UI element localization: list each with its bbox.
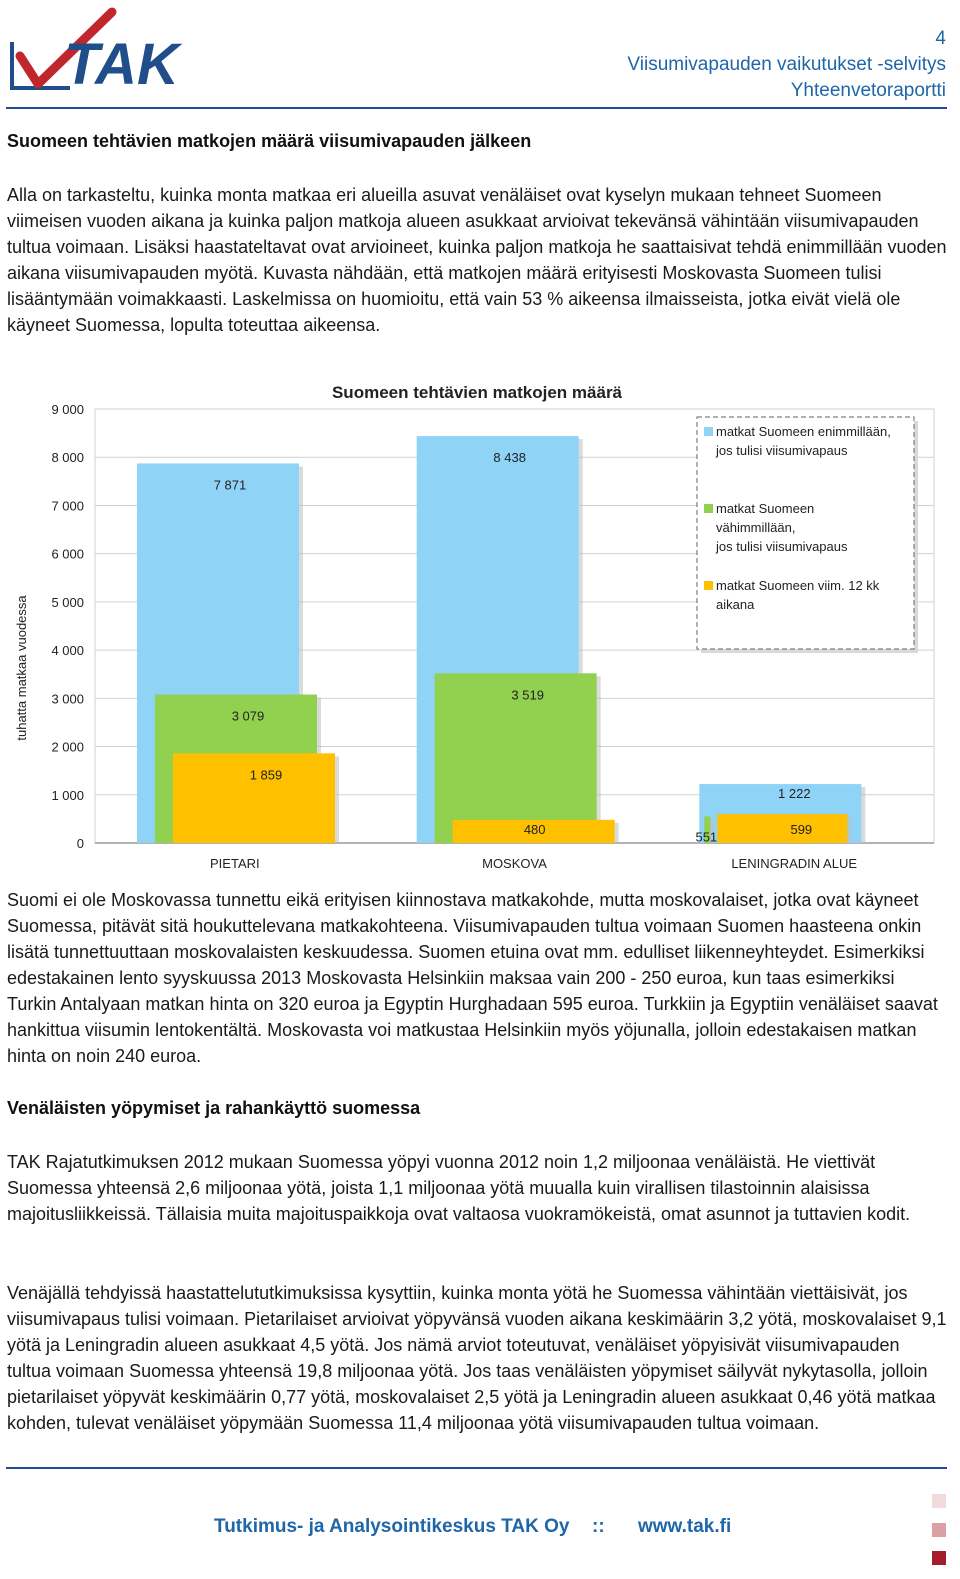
legend-swatch — [704, 427, 713, 436]
y-tick-label: 6 000 — [51, 546, 84, 562]
trips-bar-chart — [0, 370, 960, 880]
data-label: 599 — [790, 822, 813, 838]
doc-subtitle: Yhteenvetoraportti — [790, 80, 946, 101]
logo-text: TAK — [64, 32, 179, 92]
legend-label: jos tulisi viisumivapaus — [716, 539, 848, 554]
corner-square — [932, 1494, 946, 1508]
y-tick-label: 4 000 — [51, 643, 84, 659]
legend-swatch — [704, 504, 713, 513]
y-tick-label: 9 000 — [51, 402, 84, 417]
chart-legend — [697, 417, 918, 653]
body-paragraph: Venäjällä tehdyissä haastattelututkimuksissa kysyttiin, kuinka monta yötä he Suomessa vähintään viettäisivät, jos viisumivapaus tulisi voimaan. Pietarilaiset arvioivat yöpyvänsä vuoden aikana keskimäärin 3,2 yötä, moskovalaiset 9,1 yötä ja Leningradin alueen asukkaat 4,5 yötä. Jos nämä arviot toteutuvat, venäläiset yöpyisivät viisumivapauden tultua voimaan Suomessa yhteensä 19,8 miljoonaa yötä. Jos taas venäläisten yöpymiset säilyvät nykytasolla, jolloin pietarilaiset yöpyvät keskimäärin 0,77 yötä, moskovalaiset 2,5 yötä ja Leningradin alueen asukkaat 0,46 yötä matkaa kohden, tulevat venäläiset yöpymään Suomessa 11,4 miljoonaa yötä viisumivapauden tultua voimaan. — [7, 1283, 947, 1433]
data-label: 480 — [523, 821, 546, 837]
y-tick-label: 2 000 — [51, 739, 84, 755]
section-heading: Venäläisten yöpymiset ja rahankäyttö suomessa — [7, 1098, 421, 1118]
legend-label: vähimmillään, — [716, 520, 796, 535]
x-tick-label: PIETARI — [210, 856, 260, 871]
footer-separator: :: — [592, 1516, 605, 1537]
data-label: 8 438 — [493, 450, 526, 466]
chart-title: Suomeen tehtävien matkojen määrä — [331, 383, 623, 402]
data-label: 3 519 — [511, 687, 544, 703]
footer-org: Tutkimus- ja Analysointikeskus TAK Oy — [214, 1516, 570, 1537]
footer-url-link[interactable]: www.tak.fi — [638, 1516, 732, 1537]
corner-square — [932, 1523, 946, 1537]
bar — [717, 814, 847, 843]
section-heading: Suomeen tehtävien matkojen määrä viisumivapauden jälkeen — [7, 131, 532, 151]
legend-swatch — [704, 581, 713, 590]
legend-label: matkat Suomeen — [716, 501, 815, 516]
data-label: 1 222 — [778, 786, 811, 802]
y-tick-label: 5 000 — [51, 594, 84, 610]
data-label: 1 859 — [249, 767, 283, 783]
body-paragraph: Alla on tarkasteltu, kuinka monta matkaa eri alueilla asuvat venäläiset ovat kyselyn mukaan tehneet Suomeen viimeisen vuoden aikana ja kuinka paljon matkoja alueen asukkaat arvioivat tekevänsä vähintään viisumivapauden tultua voimaan. Lisäksi haastateltavat ovat arvioineet, kuinka paljon matkoja he saattaisivat tehdä enimmillään vuoden aikana viisumivapauden myötä. Kuvasta nähdään, että matkojen määrä erityisesti Moskovasta Suomeen tulisi lisääntymään voimakkaasti. Laskelmissa on huomioitu, että vain 53 % aikeensa ilmaisseista, jotka eivät vielä ole käyneet Suomessa, lopulta toteuttaa aikeensa. — [7, 185, 947, 335]
y-axis-label: tuhatta matkaa vuodessa — [14, 595, 29, 741]
corner-square — [932, 1551, 946, 1565]
tak-logo — [8, 6, 208, 92]
y-tick-label: 3 000 — [51, 691, 84, 707]
y-tick-label: 0 — [76, 836, 84, 851]
x-tick-label: MOSKOVA — [482, 856, 547, 871]
page-number: 4 — [935, 28, 946, 49]
data-label: 551 — [695, 829, 718, 845]
footer-rule — [6, 1467, 947, 1469]
y-tick-label: 8 000 — [51, 450, 84, 466]
header-rule — [6, 107, 947, 109]
y-tick-label: 7 000 — [51, 498, 84, 514]
body-paragraph: TAK Rajatutkimuksen 2012 mukaan Suomessa yöpyi vuonna 2012 noin 1,2 miljoonaa venäläistä. He viettivät Suomessa yhteensä 2,6 miljoonaa yötä, joista 1,1 miljoonaa yötä muualla kuin virallisen tilastoinnin alaisissa majoitusliikkeissä. Tällaisia muita majoituspaikkoja ovat valtaosa vuokramökeistä, omat asunnot ja tuttavien kodit. — [7, 1152, 911, 1224]
y-tick-label: 1 000 — [51, 787, 84, 803]
legend-label: jos tulisi viisumivapaus — [716, 443, 848, 458]
data-label: 3 079 — [231, 708, 265, 724]
legend-label: matkat Suomeen viim. 12 kk — [716, 578, 880, 593]
body-paragraph: Suomi ei ole Moskovassa tunnettu eikä erityisen kiinnostava matkakohde, mutta moskovalaiset, jotka ovat käyneet Suomessa, pitävät sitä houkuttelevana matkakohteena. Viisumivapauden tultua voimaan Suomen haasteena onkin lisätä tunnettuuttaan moskovalaisten keskuudessa. Suomen etuina ovat mm. edulliset liikenneyhteydet. Esimerkiksi edestakainen lento syyskuussa 2013 Moskovasta Helsinkiin maksaa vain 200 - 250 euroa, kun taas esimerkiksi Turkin Antalyaan matkan hinta on 320 euroa ja Egyptin Hurghadaan 595 euroa. Turkkiin ja Egyptiin venäläiset saavat hankittua viisumin lentokentältä. Moskovasta voi matkustaa Helsinkiin myös yöjunalla, jolloin edestakaisen matkan hinta on noin 240 euroa. — [7, 890, 938, 1066]
legend-label: aikana — [716, 597, 755, 612]
doc-title: Viisumivapauden vaikutukset -selvitys — [627, 54, 946, 75]
data-label: 7 871 — [213, 477, 247, 493]
legend-label: matkat Suomeen enimmillään, — [716, 424, 891, 439]
x-tick-label: LENINGRADIN ALUE — [731, 856, 858, 871]
